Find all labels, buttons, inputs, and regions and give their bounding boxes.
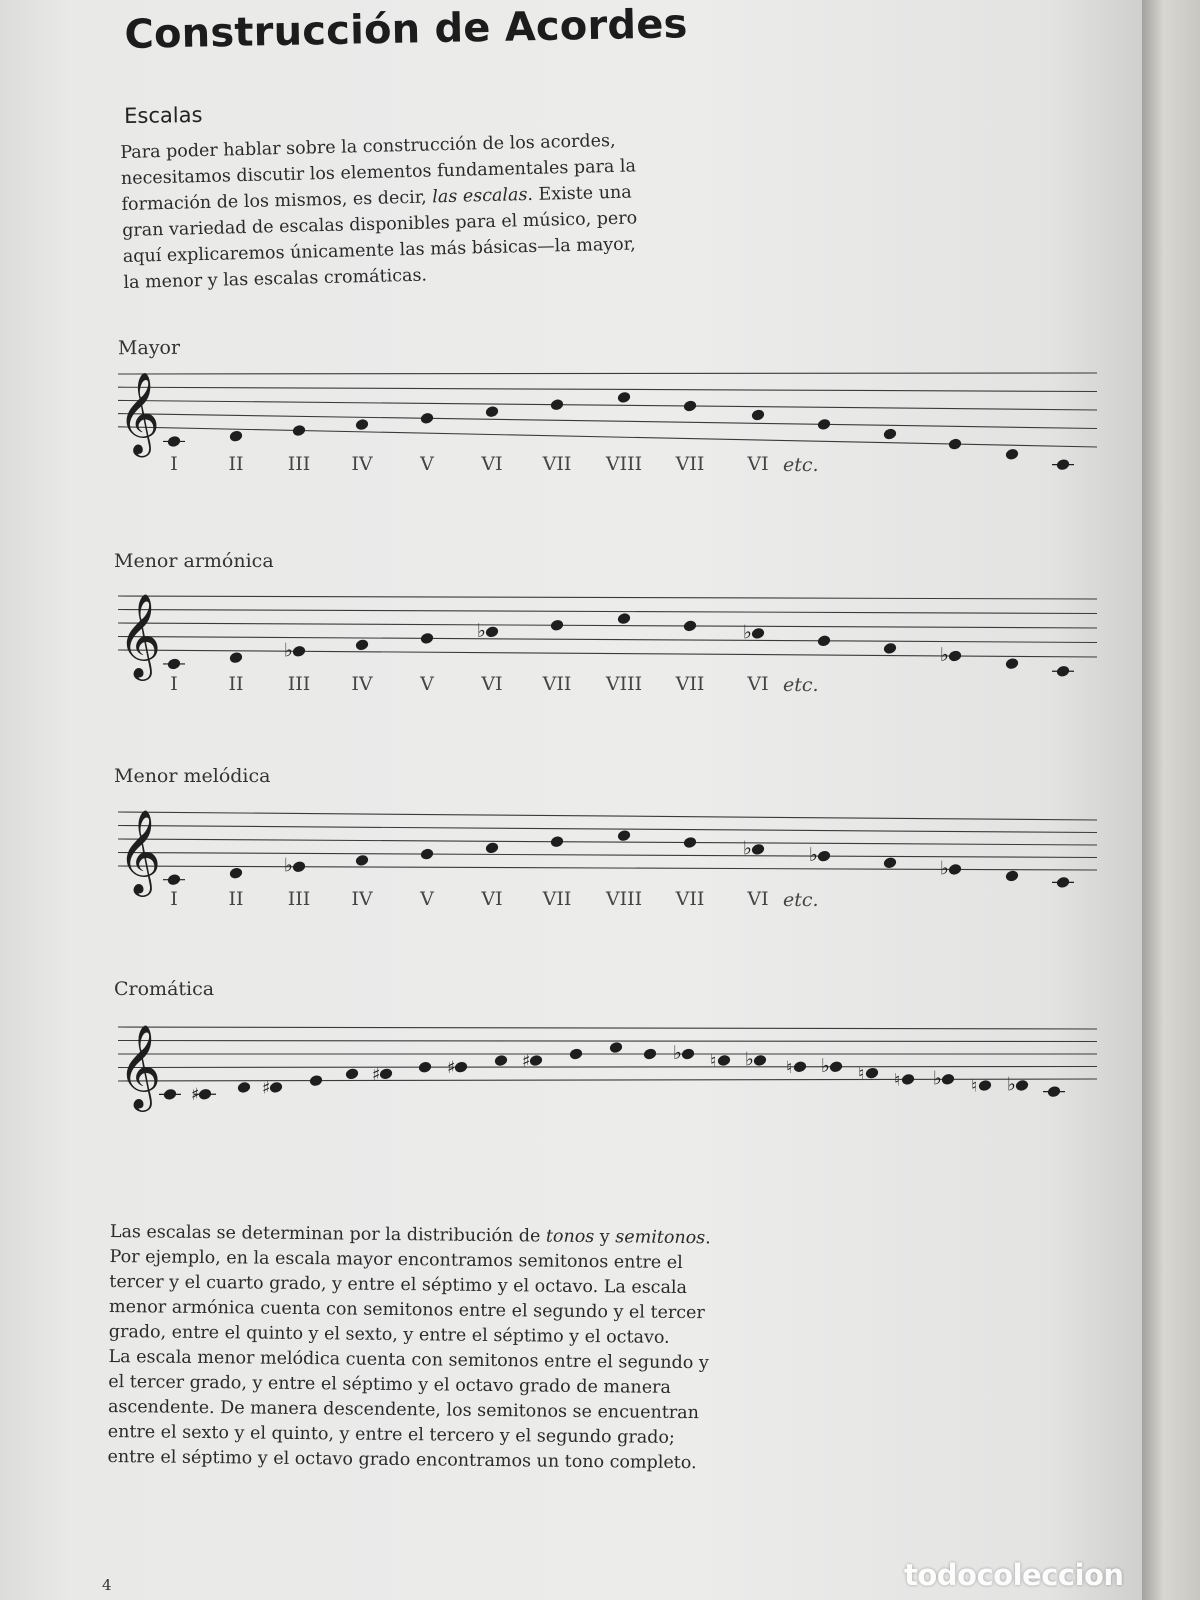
note-head (309, 1074, 324, 1087)
note-head (550, 835, 565, 848)
degree-label: IV (351, 453, 373, 475)
scale-label-menor-armonica: Menor armónica (114, 550, 274, 572)
note-head (683, 399, 698, 412)
degree-label: VII (542, 888, 572, 910)
flat-icon: ♭ (940, 857, 949, 880)
emphasis-escalas: las escalas (432, 185, 528, 208)
note-head (420, 847, 435, 860)
note-head (269, 1081, 284, 1094)
closing-line: Las escalas se determinan por la distribución de tonos y semitonos. (109, 1221, 711, 1249)
watermark-logo: todocoleccion (904, 1558, 1124, 1592)
treble-clef-icon: 𝄞 (118, 809, 162, 894)
note-head (817, 849, 832, 862)
flat-icon: ♭ (477, 619, 486, 642)
note-head (609, 1041, 624, 1054)
note-head (355, 418, 370, 431)
note-head (683, 619, 698, 632)
emphasis-semitonos: semitonos (615, 1227, 706, 1249)
closing-line: grado, entre el quinto y el sexto, y entre el séptimo y el octavo. (108, 1321, 670, 1348)
staff-line (118, 610, 1097, 614)
note-head (683, 836, 698, 849)
note-head (717, 1054, 732, 1067)
note-head (817, 634, 832, 647)
staff-line (118, 387, 1097, 391)
staff-line (118, 400, 1097, 410)
note-head (1005, 657, 1020, 670)
sharp-icon: ♯ (522, 1051, 531, 1072)
note-head (793, 1060, 808, 1073)
closing-line: entre el séptimo y el octavo grado encontramos un tono completo. (107, 1446, 697, 1474)
note-head (753, 1054, 768, 1067)
flat-icon: ♭ (1007, 1073, 1016, 1096)
note-head (237, 1081, 252, 1094)
note-head (167, 873, 182, 886)
degree-label: VI (481, 453, 503, 475)
note-head (643, 1047, 658, 1060)
note-head (617, 829, 632, 842)
note-head (485, 405, 500, 418)
degree-label: I (170, 888, 178, 910)
page-title: Construcción de Acordes (124, 1, 688, 58)
degree-label: I (170, 453, 178, 475)
treble-clef-icon: 𝄞 (118, 370, 160, 454)
note-head (163, 1088, 178, 1101)
degree-label: V (420, 673, 434, 695)
degree-label: VII (542, 453, 572, 475)
staff-line (118, 1041, 1097, 1042)
scale-label-mayor: Mayor (117, 336, 181, 360)
flat-icon: ♭ (284, 639, 293, 662)
degree-label: IV (351, 888, 373, 910)
intro-line: gran variedad de escalas disponibles para el músico, pero (121, 208, 638, 241)
note-head (1056, 876, 1071, 889)
degree-label: V (420, 888, 434, 910)
closing-line: menor armónica cuenta con semitonos entre el segundo y el tercer (108, 1296, 705, 1324)
note-head (167, 657, 182, 670)
sharp-icon: ♯ (191, 1085, 200, 1106)
scale-label-cromatica: Cromática (114, 978, 215, 1000)
note-head (418, 1061, 433, 1074)
note-head (1056, 458, 1071, 471)
degree-label: VI (747, 453, 769, 475)
note-head (529, 1054, 544, 1067)
note-head (485, 625, 500, 638)
note-head (355, 854, 370, 867)
degree-label: II (228, 888, 244, 910)
degree-label: V (420, 453, 434, 475)
note-head (550, 398, 565, 411)
intro-line: Para poder hablar sobre la construcción de los acordes, (120, 130, 616, 163)
note-head (420, 632, 435, 645)
note-head (167, 435, 182, 448)
flat-icon: ♭ (821, 1054, 830, 1077)
emphasis-tonos: tonos (545, 1226, 595, 1248)
degree-label: VI (481, 673, 503, 695)
flat-icon: ♭ (933, 1067, 942, 1090)
section-heading: Escalas (124, 102, 203, 128)
etc-label: etc. (783, 889, 819, 911)
note-head (829, 1060, 844, 1073)
flat-icon: ♭ (673, 1042, 682, 1064)
natural-icon: ♮ (710, 1051, 717, 1072)
degree-label: VII (675, 453, 705, 475)
note-head (229, 651, 244, 664)
note-head (681, 1047, 696, 1060)
note-head (883, 427, 898, 440)
degree-label: VI (747, 888, 769, 910)
natural-icon: ♮ (786, 1057, 793, 1078)
note-head (569, 1047, 584, 1060)
degree-label: II (228, 673, 244, 695)
degree-label: VIII (605, 673, 643, 695)
note-head (454, 1060, 469, 1073)
note-head (229, 429, 244, 442)
flat-icon: ♭ (743, 621, 752, 644)
note-head (550, 619, 565, 632)
degree-label: IV (351, 673, 373, 695)
etc-label: etc. (783, 674, 819, 696)
flat-icon: ♭ (743, 837, 752, 860)
degree-label: VII (542, 673, 572, 695)
note-head (420, 412, 435, 425)
degree-label: VIII (605, 453, 643, 475)
note-head (355, 638, 370, 651)
staff-line (118, 812, 1097, 820)
note-head (941, 1073, 956, 1086)
closing-line: tercer y el cuarto grado, y entre el séptimo y el octavo. La escala (109, 1271, 688, 1299)
note-head (292, 645, 307, 658)
etc-label: etc. (783, 454, 819, 476)
intro-line: necesitamos discutir los elementos fundamentales para la (120, 156, 637, 189)
sharp-icon: ♯ (372, 1064, 381, 1085)
degree-label: III (287, 453, 311, 475)
staff-line (118, 623, 1097, 628)
intro-line: aquí explicaremos únicamente las más básicas—la mayor, (122, 234, 636, 267)
note-head (1005, 869, 1020, 882)
note-head (1056, 665, 1071, 678)
degree-label: VIII (605, 888, 643, 910)
flat-icon: ♭ (284, 854, 293, 877)
note-head (485, 841, 500, 854)
closing-line: Por ejemplo, en la escala mayor encontramos semitonos entre el (109, 1246, 683, 1273)
note-head (1015, 1079, 1030, 1092)
natural-icon: ♮ (858, 1064, 865, 1085)
degree-label: VI (481, 888, 503, 910)
note-head (617, 391, 632, 404)
degree-label: I (170, 673, 178, 695)
note-head (617, 612, 632, 625)
degree-label: VII (675, 888, 705, 910)
staff-line (118, 853, 1097, 858)
staff-line (118, 1027, 1097, 1029)
note-head (292, 860, 307, 873)
closing-line: entre el sexto y el quinto, y entre el tercero y el segundo grado; (107, 1421, 675, 1448)
note-head (292, 424, 307, 437)
note-head (901, 1073, 916, 1086)
sharp-icon: ♯ (262, 1078, 271, 1099)
note-head (883, 642, 898, 655)
note-head (751, 408, 766, 421)
note-head (1005, 448, 1020, 461)
note-head (817, 418, 832, 431)
intro-line: formación de los mismos, es decir, las escalas. Existe una (121, 182, 632, 215)
treble-clef-icon: 𝄞 (118, 593, 162, 678)
staff-line (118, 596, 1097, 599)
closing-paragraph (107, 1220, 770, 1477)
note-head (978, 1079, 993, 1092)
note-head (948, 437, 963, 450)
flat-icon: ♭ (745, 1048, 754, 1071)
degree-label: III (287, 888, 311, 910)
scale-label-menor-melodica: Menor melódica (114, 765, 271, 787)
sharp-icon: ♯ (447, 1058, 456, 1079)
note-head (494, 1054, 509, 1067)
closing-line: el tercer grado, y entre el séptimo y el octavo grado de manera (108, 1371, 672, 1398)
closing-line: ascendente. De manera descendente, los semitonos se encuentran (107, 1396, 700, 1424)
staff-line (118, 637, 1097, 643)
staff-line (118, 414, 1097, 429)
staff-line (118, 826, 1097, 833)
flat-icon: ♭ (940, 643, 949, 666)
note-head (948, 649, 963, 662)
closing-line: La escala menor melódica cuenta con semitonos entre el segundo y (108, 1346, 709, 1374)
note-head (198, 1088, 213, 1101)
note-head (379, 1067, 394, 1080)
degree-label: II (228, 453, 244, 475)
staff-line (118, 373, 1097, 374)
note-head (883, 856, 898, 869)
natural-icon: ♮ (971, 1076, 978, 1097)
degree-label: VII (675, 673, 705, 695)
note-head (751, 627, 766, 640)
page-number: 4 (102, 1576, 112, 1594)
intro-line: la menor y las escalas cromáticas. (123, 265, 428, 293)
degree-label: III (287, 673, 311, 695)
natural-icon: ♮ (894, 1070, 901, 1091)
note-head (1047, 1085, 1062, 1098)
flat-icon: ♭ (809, 844, 818, 867)
degree-label: VI (747, 673, 769, 695)
treble-clef-icon: 𝄞 (118, 1024, 162, 1109)
note-head (751, 843, 766, 856)
note-head (865, 1066, 880, 1079)
note-head (345, 1067, 360, 1080)
staff-line (118, 1067, 1097, 1068)
note-head (948, 863, 963, 876)
staff-line (118, 839, 1097, 845)
note-head (229, 867, 244, 880)
